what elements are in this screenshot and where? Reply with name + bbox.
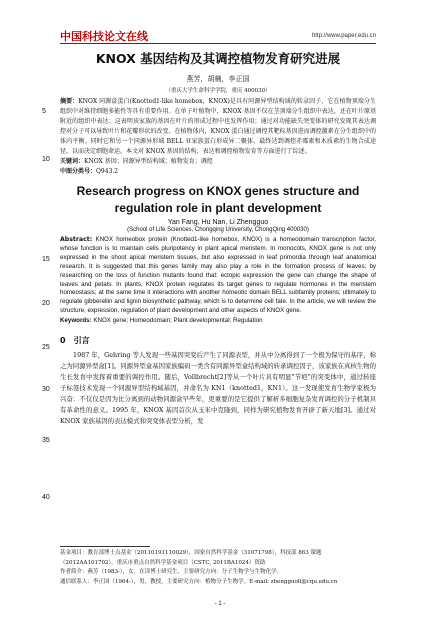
- line-number: 40: [42, 494, 50, 501]
- footnote-author-bio: 作者简介：燕芳（1983-），女，在读博士研究生，主要研究方向：分子生物学与生物化学。: [60, 569, 283, 575]
- page-header: [0, 0, 440, 42]
- affiliation-cn: （重庆大学生命科学学院，重庆 400030）: [165, 88, 271, 94]
- footnote-funding: 基金项目：教育部博士点基金（20110191110029），国家自然科学基金（31071798），科技部 863 课题（2012AA101702），重庆市重点自然科学基金项目（CSTC, 2011BA1024）资助: [60, 550, 322, 566]
- keywords-en-label: Keywords:: [60, 317, 92, 325]
- page-number: - 1 -: [214, 601, 226, 607]
- line-number: 25: [42, 344, 50, 351]
- logo-prefix: 中国: [60, 30, 82, 43]
- clc-label: 中图分类号：: [60, 168, 97, 175]
- intro-paragraph: 1987 年，Gehring 等人发现一些基因突变后产生了同源表型，并从中分离得到了一个极为保守的基序，称之为同源异型盒[1]。同源异型盒基因家族编码一类含有同源异型盒结构域的转录调控因子，该家族在真核生物的生长发育中发挥着重要的调控作用。随后，Vollbrecht[2]等从一个叶片具有明显"节疤"的突变体中，通过转座子标签技术发现一个同源异型结构域基因，并命名为 KN1（knotted1，KN1）。这一发现使发育生物学家极为兴奋：不仅仅是因为比分离到的动物同源盒早些年，更重要的是它提供了解析多细胞复杂发育调控的分子机制具有革命性的意义。1995 年，KNOX 基因首次从玉米中克隆到，同样为研究植物发育开辟了新天地[3]。通过对 KNOX 家族基因的表达模式和突变体表型分析，发: [60, 351, 376, 426]
- line-number: 30: [42, 386, 50, 393]
- line-number: 15: [42, 256, 50, 263]
- logo-main: 科技论文在线: [82, 30, 148, 43]
- section-number: 0: [60, 336, 66, 346]
- keywords-cn-label: 关键词：: [60, 158, 85, 165]
- clc-number: [60, 167, 376, 177]
- section-heading: [60, 335, 376, 346]
- keywords-cn-text: KNOX 基因；同源异型结构域；植物发育；调控: [84, 158, 213, 165]
- footnotes: [60, 549, 376, 587]
- paper-body: [60, 48, 376, 427]
- line-number: 10: [42, 156, 50, 163]
- abstract-cn-text: KNOX 同源盒蛋白(Knotted1-like homebox，KNOX)是具有同源异型结构域的转录因子，它在植物顶端分生组织中对维持细胞多能性等具有重要作用。在单子叶植物中，KNOX 基因不仅在茎顶端分生组织中表达，还在叶片原基附近的组织中表达；这表明该家族的基因在叶片的形成过程中也发挥作用；通过对功能缺失突变体的研究发现其表达调控对分子可以导致叶片和花瓣形状的改变。在植物体内，KNOX 蛋白通过调控其靶标基因进而调控激素在分生组织中的体内平衡。同时它和另一个同源异形域 BELL 亚家族蛋白形成异二聚体，最终达到调控赤霉素和木质素的生物合成途径，以而决定细胞命运。本文对 KNOX 基因的结构、表达和调控植物发育等方面进行了综述。: [60, 98, 376, 155]
- authors-cn: 燕芳，胡楠，李正国: [186, 75, 250, 83]
- abstract-cn-label: 摘要：: [60, 98, 79, 105]
- abstract-en: [60, 236, 376, 316]
- site-logo: [60, 28, 148, 44]
- keywords-en-text: KNOX gene; Homeodomain; Plant developmental; Regulation: [93, 317, 263, 325]
- abstract-en-text: KNOX homeobox protein (Knotted1-like homebox, KNOX) is a homeodomain transcription factor, whose function is to maintain cells pluripotency in plant apical meristem. In monocots, KNOX gene is not only expressed in the shoot apical meristem tissues, but also expressed in leaf primordia through leaf anatomical research. It is suggested that this genes family may also play a role in the formation process of leaves; by researching on the loss of function mutants found that: ectopic expression the gene can change the shape of leaves and petals. In plants, KNOX protein regulates its target genes to regulate hormones in the meristem homeostasis; at the same time it interactions with another homeotic domain BELL subfamily proteins; ultimately to regulate gibberellin and lignin biosynthetic pathway, which is to determine cell fate. In the article, we will review the structure, expression, regulation of plant development and other aspects of KNOX gene.: [60, 236, 376, 315]
- title-en: Research progress on KNOX genes structure and regulation role in plant development: [76, 184, 360, 215]
- title-cn: KNOX 基因结构及其调控植物发育研究进展: [95, 51, 341, 66]
- abstract-en-label: Abstract:: [60, 236, 93, 243]
- abstract-cn: [60, 97, 376, 157]
- section-title: 引言: [73, 336, 90, 346]
- line-number: 35: [42, 437, 50, 444]
- keywords-cn: [60, 157, 376, 167]
- footnote-rule: [60, 546, 150, 547]
- clc-text: Q943.2: [96, 168, 119, 175]
- authors-en: Yan Fang, Hu Nan, Li Zhengguo: [167, 219, 269, 226]
- footnote-correspondence: 通信联系人：李正国（1964-），男，教授，主要研究方向：植物分子生物学。E-mail: zhengguoli@cqu.edu.cn: [60, 578, 338, 585]
- header-rule: [60, 43, 376, 44]
- line-number: 20: [42, 300, 50, 307]
- line-number: 5: [42, 108, 46, 115]
- keywords-en: [60, 316, 376, 325]
- affiliation-en: (School of Life Sciences, Chongqing University, ChongQing 400030): [127, 227, 309, 233]
- site-url[interactable]: http://www.paper.edu.cn: [311, 33, 376, 39]
